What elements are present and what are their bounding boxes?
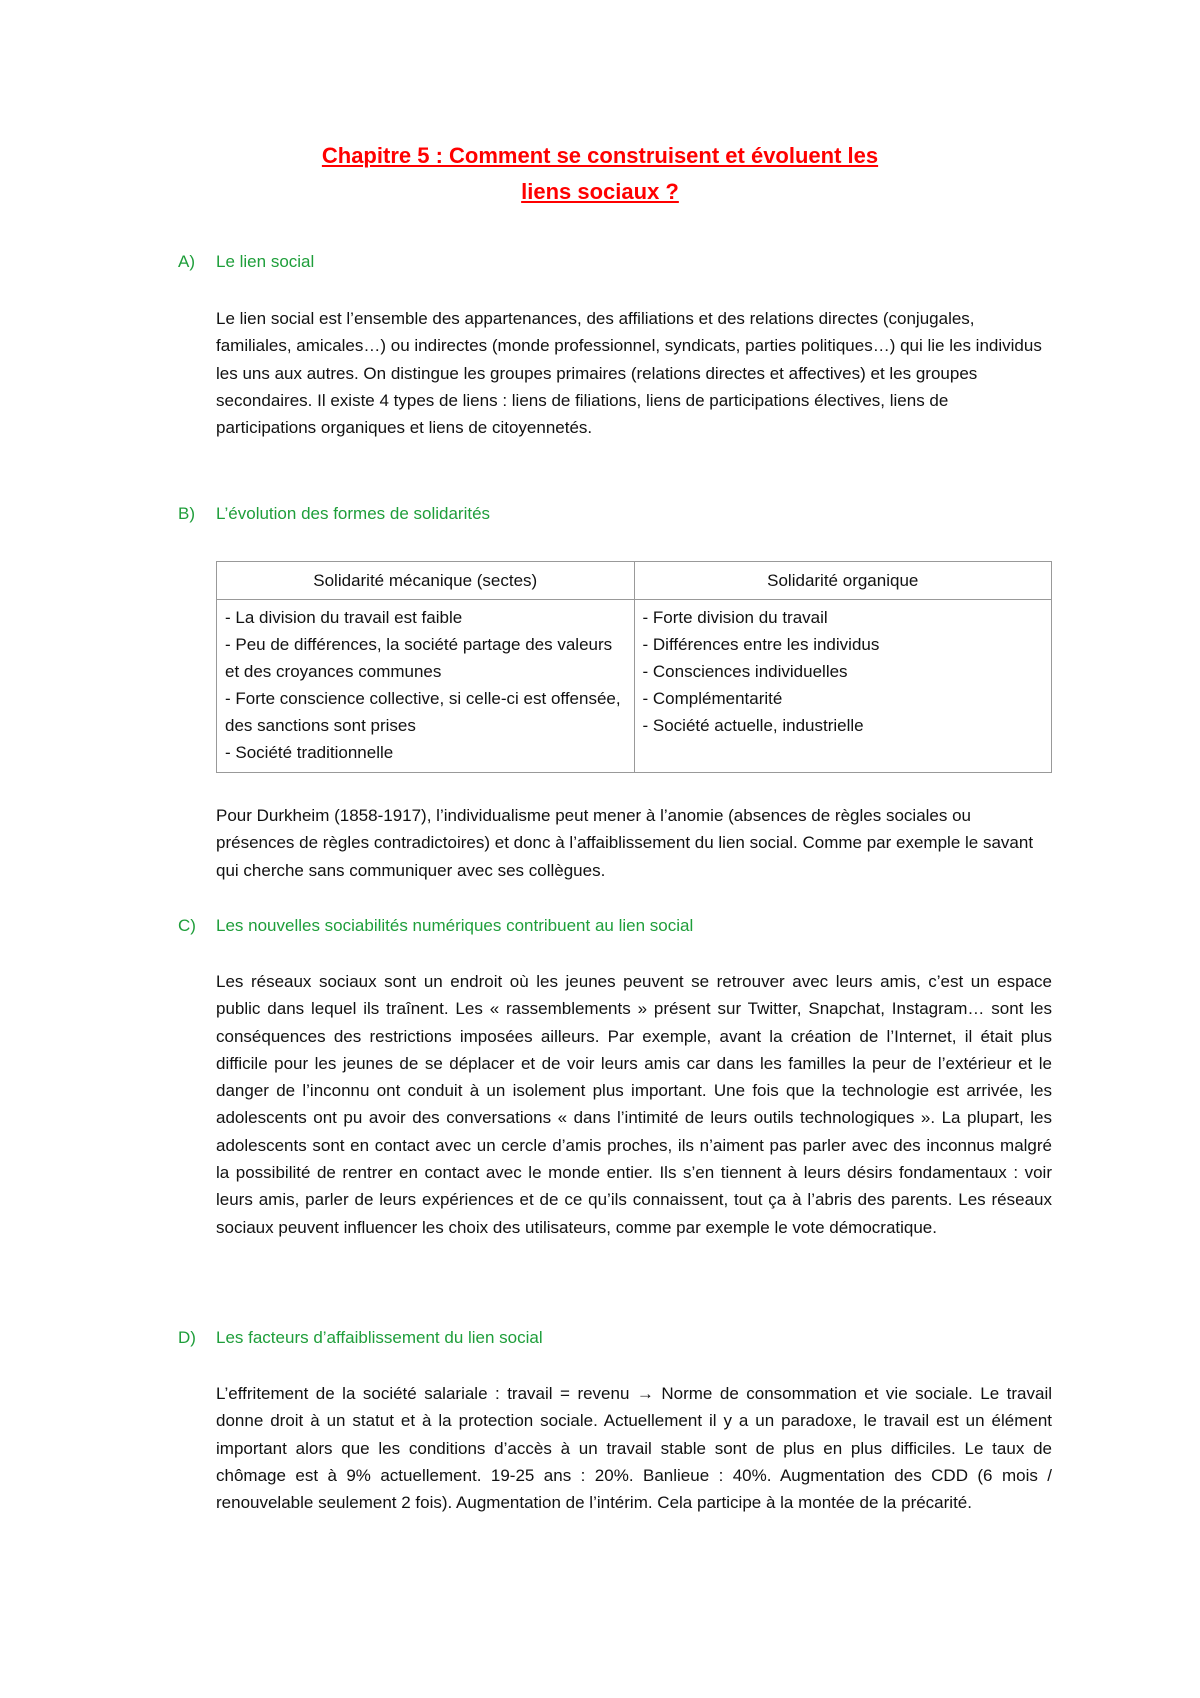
section-b-title: L’évolution des formes de solidarités bbox=[216, 504, 491, 523]
list-item: - Société actuelle, industrielle bbox=[642, 716, 864, 735]
list-item: - Complémentarité bbox=[642, 689, 783, 708]
table-header-organic: Solidarité organique bbox=[634, 562, 1052, 600]
page-title bbox=[0, 138, 1200, 210]
section-a-heading bbox=[178, 250, 314, 274]
list-item: - Différences entre les individus bbox=[642, 635, 880, 654]
section-c-letter: C) bbox=[178, 916, 196, 935]
list-item: - Consciences individuelles bbox=[642, 662, 848, 681]
section-a-letter: A) bbox=[178, 252, 195, 271]
table-header-mechanical: Solidarité mécanique (sectes) bbox=[217, 562, 635, 600]
section-c-title: Les nouvelles sociabilités numériques contribuent au lien social bbox=[216, 916, 694, 935]
section-c-paragraph: Les réseaux sociaux sont un endroit où les jeunes peuvent se retrouver avec leurs amis, c’est un espace public dans lequel ils traînent. Les « rassemblements » présent sur Twitter, Snapchat, Instagram… sont les conséquences des restrictions imposées ailleurs. Par exemple, avant la création de l’Internet, il était plus difficile pour les jeunes de se déplacer et de voir leurs amis car dans les familles la peur de l’extérieur et le danger de l’inconnu ont conduit à un isolement plus important. Une fois que la technologie est arrivée, les adolescents ont pu avoir des conversations « dans l’intimité de leurs outils technologiques ». La plupart, les adolescents sont en contact avec un cercle d’amis proches, ils n’aiment pas parler avec des inconnus malgré la possibilité de rentrer en contact avec le monde entier. Ils s’en tiennent à leurs désirs fondamentaux : voir leurs amis, parler de leurs expériences et de ce qu’ils connaissent, tout ça à l’abris des parents. Les réseaux sociaux peuvent influencer les choix des utilisateurs, comme par exemple le vote démocratique. bbox=[216, 972, 1052, 1237]
title-line-1: Chapitre 5 : Comment se construisent et évoluent les bbox=[321, 143, 879, 168]
table-cell-mechanical bbox=[217, 600, 635, 773]
section-a-title: Le lien social bbox=[216, 252, 315, 271]
section-b-heading bbox=[178, 502, 490, 526]
section-c-heading bbox=[178, 914, 693, 938]
table-cell-organic bbox=[634, 600, 1052, 773]
list-item: - Forte division du travail bbox=[642, 608, 828, 627]
section-b-letter: B) bbox=[178, 504, 195, 523]
solidarity-table bbox=[216, 561, 1052, 773]
section-d-heading bbox=[178, 1326, 543, 1350]
list-item: - Peu de différences, la société partage des valeurs et des croyances communes bbox=[225, 635, 613, 681]
section-d-letter: D) bbox=[178, 1328, 196, 1347]
list-item: - Société traditionnelle bbox=[225, 743, 394, 762]
section-d-paragraph: L’effritement de la société salariale : travail = revenu → Norme de consommation et vie sociale. Le travail donne droit à un statut et à la protection sociale. Actuellement il y a un paradoxe, le travail est un élément important alors que les conditions d’accès à un travail stable sont de plus en plus difficiles. Le taux de chômage est à 9% actuellement. 19-25 ans : 20%. Banlieue : 40%. Augmentation des CDD (6 mois / renouvelable seulement 2 fois). Augmentation de l’intérim. Cela participe à la montée de la précarité. bbox=[216, 1384, 1052, 1513]
section-d-title: Les facteurs d’affaiblissement du lien social bbox=[216, 1328, 543, 1347]
list-item: - Forte conscience collective, si celle-ci est offensée, des sanctions sont prises bbox=[225, 689, 621, 735]
section-a-paragraph: Le lien social est l’ensemble des appartenances, des affiliations et des relations directes (conjugales, familiales, amicales…) ou indirectes (monde professionnel, syndicats, parties politiques…) qui lie les individus les uns aux autres. On distingue les groupes primaires (relations directes et affectives) et les groupes secondaires. Il existe 4 types de liens : liens de filiations, liens de participations électives, liens de participations organiques et liens de citoyennetés. bbox=[216, 309, 1042, 438]
section-b-paragraph: Pour Durkheim (1858-1917), l’individualisme peut mener à l’anomie (absences de règles sociales ou présences de règles contradictoires) et donc à l’affaiblissement du lien social. Comme par exemple le savant qui cherche sans communiquer avec ses collègues. bbox=[216, 806, 1034, 880]
list-item: - La division du travail est faible bbox=[225, 608, 463, 627]
title-line-2: liens sociaux ? bbox=[521, 179, 679, 204]
